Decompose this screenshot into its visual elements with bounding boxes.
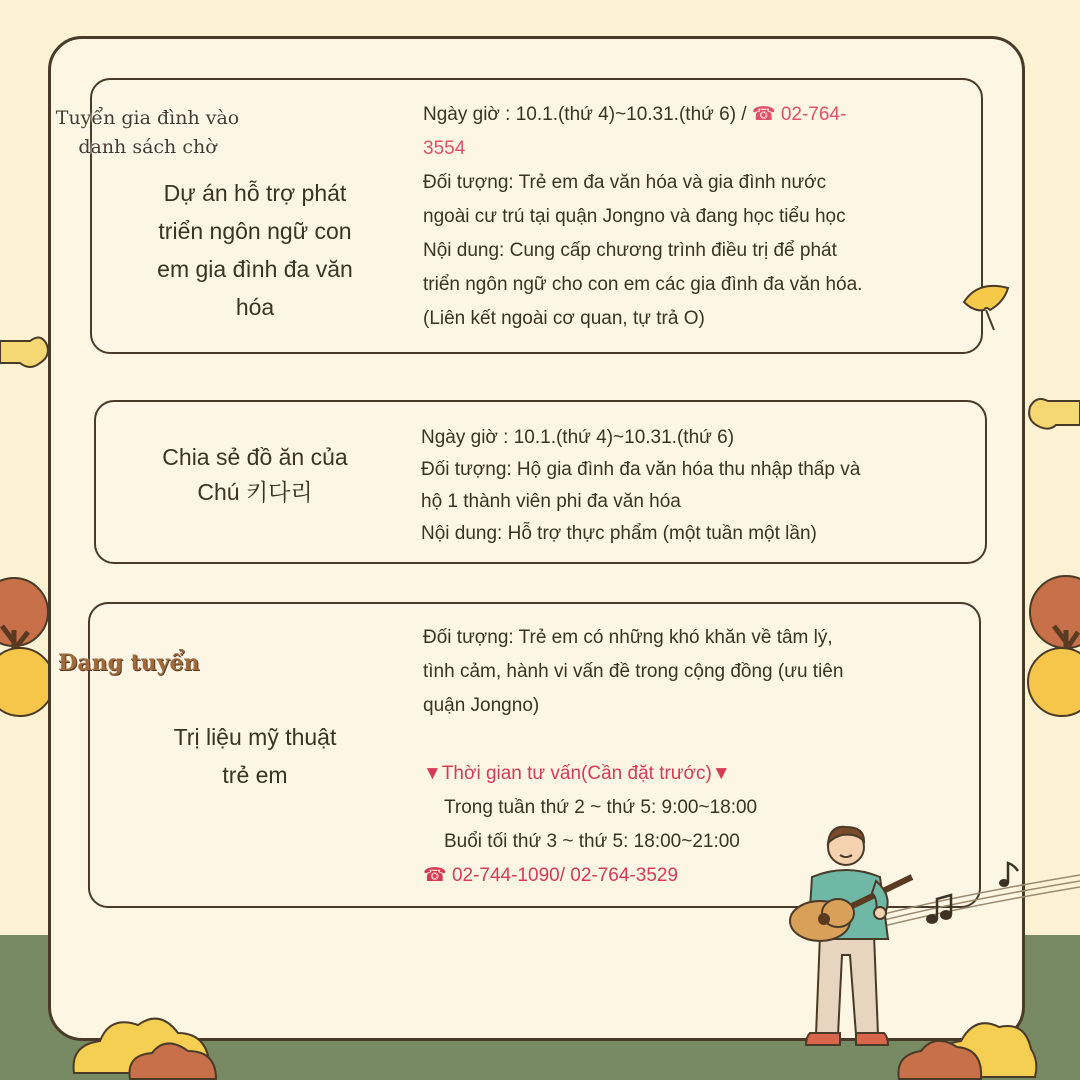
evening-hours: Buổi tối thứ 3 ~ thứ 5: 18:00~21:00 xyxy=(444,831,740,852)
weekday-hours: Trong tuần thứ 2 ~ thứ 5: 9:00~18:00 xyxy=(444,797,758,818)
target-text: Đối tượng: Trẻ em đa văn hóa và gia đình nước xyxy=(423,172,827,193)
schedule-text: Ngày giờ : 10.1.(thứ 4)~10.31.(thứ 6) / xyxy=(423,104,752,125)
content-text-cont: triển ngôn ngữ cho con em các gia đình đa văn hóa. xyxy=(423,274,863,295)
cloud-icon xyxy=(1026,395,1080,435)
phone-number-cont: 3554 xyxy=(423,138,466,159)
phone-number: 02-764- xyxy=(775,104,847,125)
content-text: Nội dung: Cung cấp chương trình điều trị để phát xyxy=(423,240,837,261)
program-title: Dự án hỗ trợ phát triển ngôn ngữ con em gia đình đa văn hóa xyxy=(157,180,353,320)
phone-icon: ☎ xyxy=(751,104,776,125)
target-text-cont2: quận Jongno) xyxy=(423,695,540,716)
program-details xyxy=(423,98,862,336)
cloud-icon xyxy=(0,333,50,373)
autumn-tree-icon xyxy=(1026,570,1080,720)
bush-icon xyxy=(70,1005,220,1080)
target-text-cont: tình cảm, hành vi vấn đề trong cộng đồng (ưu tiên xyxy=(423,661,844,682)
consult-time-header: ▼Thời gian tư vấn(Cần đặt trước)▼ xyxy=(423,763,731,784)
target-text-cont: ngoài cư trú tại quận Jongno và đang học tiểu học xyxy=(423,206,846,227)
waitlist-tag: Tuyển gia đình vào danh sách chờ xyxy=(55,107,240,158)
note-text: (Liên kết ngoài cơ quan, tự trả O) xyxy=(423,308,705,329)
recruiting-tag: Đang tuyển xyxy=(58,650,200,676)
phone-numbers: ☎ 02-744-1090/ 02-764-3529 xyxy=(423,865,679,886)
target-text: Đối tượng: Hộ gia đình đa văn hóa thu nhập thấp và xyxy=(421,459,861,480)
content-text: Nội dung: Hỗ trợ thực phẩm (một tuần một lần) xyxy=(421,523,817,544)
autumn-tree-icon xyxy=(0,570,50,720)
target-text: Đối tượng: Trẻ em có những khó khăn về tâm lý, xyxy=(423,627,833,648)
program-title: Chia sẻ đồ ăn của Chú 키다리 xyxy=(162,444,348,505)
bush-icon xyxy=(895,1005,1040,1080)
program-details xyxy=(421,422,860,550)
ginkgo-leaf-icon xyxy=(958,280,1014,332)
target-text-cont: hộ 1 thành viên phi đa văn hóa xyxy=(421,491,681,512)
program-title: Trị liệu mỹ thuật trẻ em xyxy=(173,724,337,788)
schedule-text: Ngày giờ : 10.1.(thứ 4)~10.31.(thứ 6) xyxy=(421,427,735,448)
